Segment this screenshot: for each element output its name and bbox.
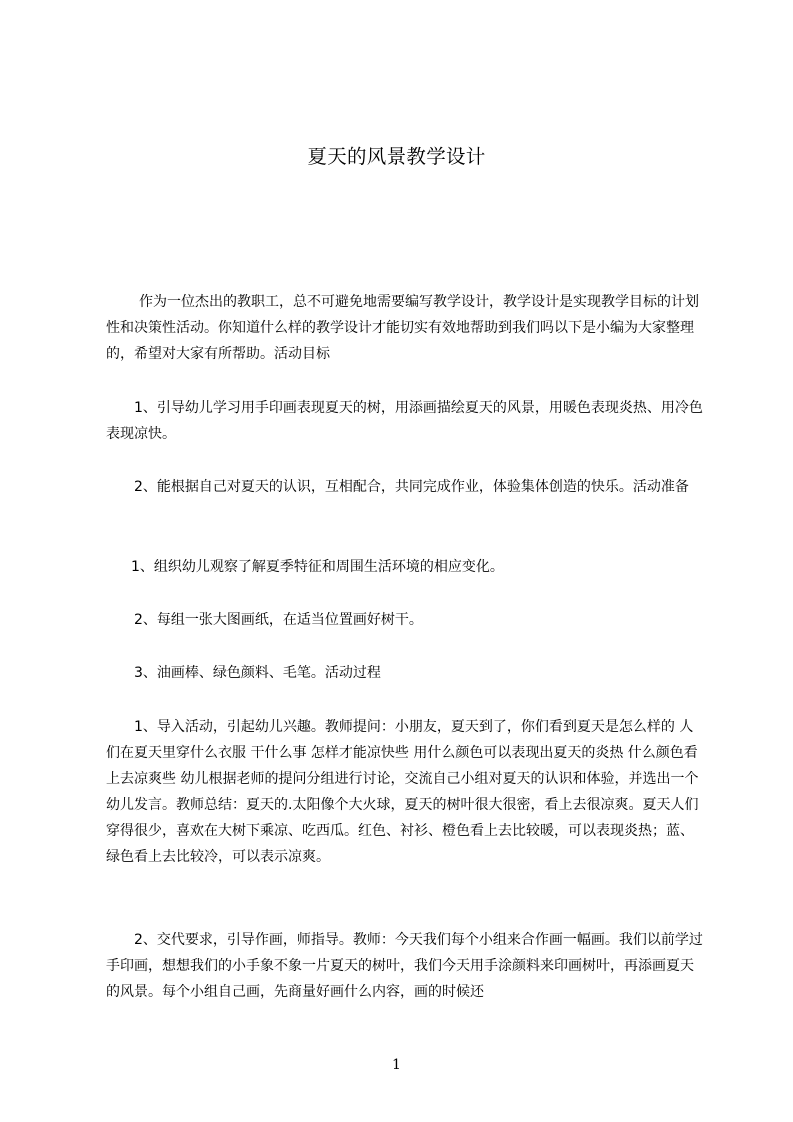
paragraph-process-2: 2、交代要求，引导作画，师指导。教师：今天我们每个小组来合作画一幅画。我们以前学过手印画，想想我们的小手象不象一片夏天的树叶，我们今天用手涂颜料来印画树叶，再添画夏天的风景。每个小组自己画，先商量好画什么内容，画的时候还	[106, 932, 703, 1000]
paragraph-intro: 作为一位杰出的教职工，总不可避免地需要编写教学设计，教学设计是实现教学目标的计划性和决策性活动。你知道什么样的教学设计才能切实有效地帮助到我们吗以下是小编为大家整理的，希望对大家有所帮助。活动目标	[106, 294, 699, 362]
paragraph-prep-1: 1、组织幼儿观察了解夏季特征和周围生活环境的相应变化。	[131, 559, 504, 575]
page-number: 1	[392, 1057, 401, 1073]
paragraph-process-1: 1、导入活动，引起幼儿兴趣。教师提问：小朋友，夏天到了，你们看到夏天是怎么样的 人们在夏天里穿什么衣服 干什么事 怎样才能凉快些 用什么颜色可以表现出夏天的炎热 什么颜色看上去凉爽些 幼儿根据老师的提问分组进行讨论，交流自己小组对夏天的认识和体验，并选出一个幼儿发言。教师总结：夏天的.太阳像个大火球，夏天的树叶很大很密，看上去很凉爽。夏天人们穿得很少，喜欢在大树下乘凉、吃西瓜。红色、衬衫、橙色看上去比较暖，可以表现炎热；蓝、绿色看上去比较冷，可以表示凉爽。	[106, 719, 699, 865]
paragraph-goal-1: 1、引导幼儿学习用手印画表现夏天的树，用添画描绘夏天的风景，用暖色表现炎热、用冷色表现凉快。	[106, 400, 703, 442]
document-title: 夏天的风景教学设计	[307, 145, 486, 168]
paragraph-prep-2: 2、每组一张大图画纸，在适当位置画好树干。	[134, 612, 423, 628]
paragraph-prep-3: 3、油画棒、绿色颜料、毛笔。活动过程	[134, 665, 381, 681]
paragraph-goal-2: 2、能根据自己对夏天的认识，互相配合，共同完成作业，体验集体创造的快乐。活动准备	[134, 479, 689, 495]
